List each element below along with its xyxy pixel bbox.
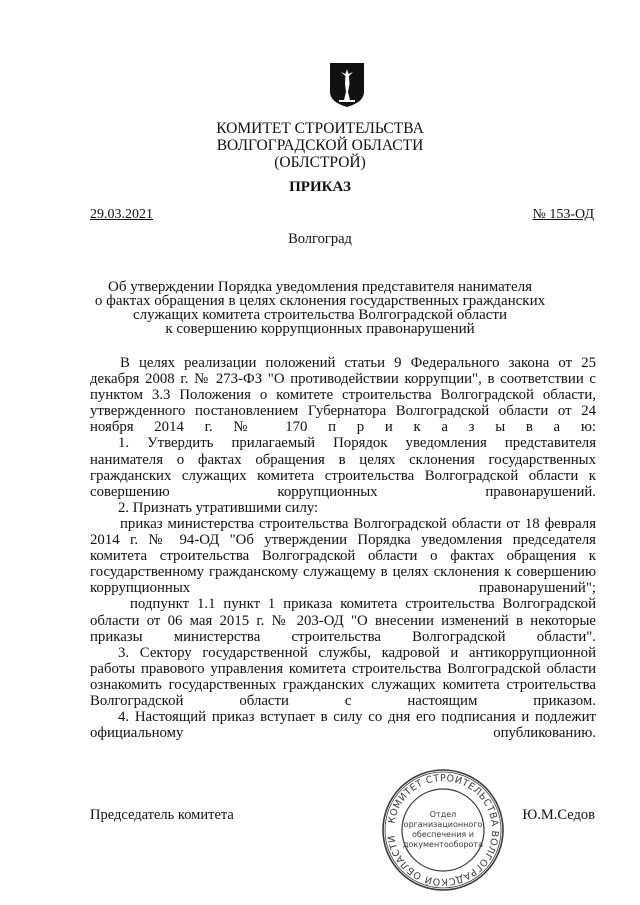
signer-name: Ю.М.Седов (522, 807, 595, 823)
org-line-1: КОМИТЕТ СТРОИТЕЛЬСТВА (216, 120, 424, 137)
stamp-line-1: Отдел (429, 810, 457, 819)
item-2a: приказ министерства строительства Волгоградской области от 18 февраля 2014 г. № 94-ОД "Об утверждении Порядка уведомления председателя комитета строительства Волгоградской области о фактах обращения к государственному гражданскому служащему в целях склонения к совершению коррупционных правонарушений"; (90, 515, 596, 597)
item-2b: подпункт 1.1 пункт 1 приказа комитета строительства Волгоградской области от 06 мая 2015 г. № 203-ОД "О внесении изменений в некоторые приказы министерства строительства Волгоградской области". (90, 596, 596, 645)
city: Волгоград (288, 231, 352, 247)
subject-line-3: служащих комитета строительства Волгоградской области (133, 307, 507, 323)
stamp-line-4: документооборота (403, 840, 483, 849)
document-body (90, 355, 596, 741)
stamp-line-2: организационного (403, 820, 483, 829)
document-subject (0, 280, 640, 336)
subject-line-4: к совершению коррупционных правонарушений (165, 321, 475, 337)
document-type: ПРИКАЗ (289, 179, 351, 195)
item-4: 4. Настоящий приказ вступает в силу со дня его подписания и подлежит официальному опубликованию. (90, 709, 596, 742)
document-date: 29.03.2021 (90, 207, 153, 222)
signer-position: Председатель комитета (90, 807, 234, 823)
stamp-ring-text: КОМИТЕТ СТРОИТЕЛЬСТВА ВОЛГОГРАДСКОЙ ОБЛАСТИ (386, 772, 501, 888)
stamp-line-3: обеспечения и (412, 830, 474, 839)
item-1: 1. Утвердить прилагаемый Порядок уведомления представителя нанимателя о фактах обращения в целях склонения государственных гражданских служащих комитета строительства Волгоградской области к совершению коррупционных правонарушений. (90, 435, 596, 500)
subject-line-2: о фактах обращения в целях склонения государственных гражданских (94, 293, 546, 309)
subject-line-1: Об утверждении Порядка уведомления представителя нанимателя (107, 279, 532, 295)
org-line-2: ВОЛГОГРАДСКОЙ ОБЛАСТИ (216, 137, 424, 154)
document-number: № 153-ОД (532, 207, 594, 222)
official-stamp (380, 767, 506, 893)
emblem-icon (329, 62, 365, 108)
organization-name (0, 120, 640, 171)
item-3: 3. Сектору государственной службы, кадровой и антикоррупционной работы правового управления комитета строительства Волгоградской области ознакомить государственных гражданских служащих комитета строительства Волгоградской области с настоящим приказом. (90, 644, 596, 709)
item-2: 2. Признать утратившими силу: (118, 499, 319, 516)
org-line-3: (ОБЛСТРОЙ) (274, 154, 366, 171)
intro-paragraph: В целях реализации положений статьи 9 Федерального закона от 25 декабря 2008 г. № 273-ФЗ "О противодействии коррупции", в соответствии с пунктом 3.3 Положения о комитете строительства Волгоградской области, утвержденного постановлением Губернатора Волгоградской области от 24 ноября 2014 г. № 170 п р и к а з ы в а ю: (90, 355, 596, 436)
